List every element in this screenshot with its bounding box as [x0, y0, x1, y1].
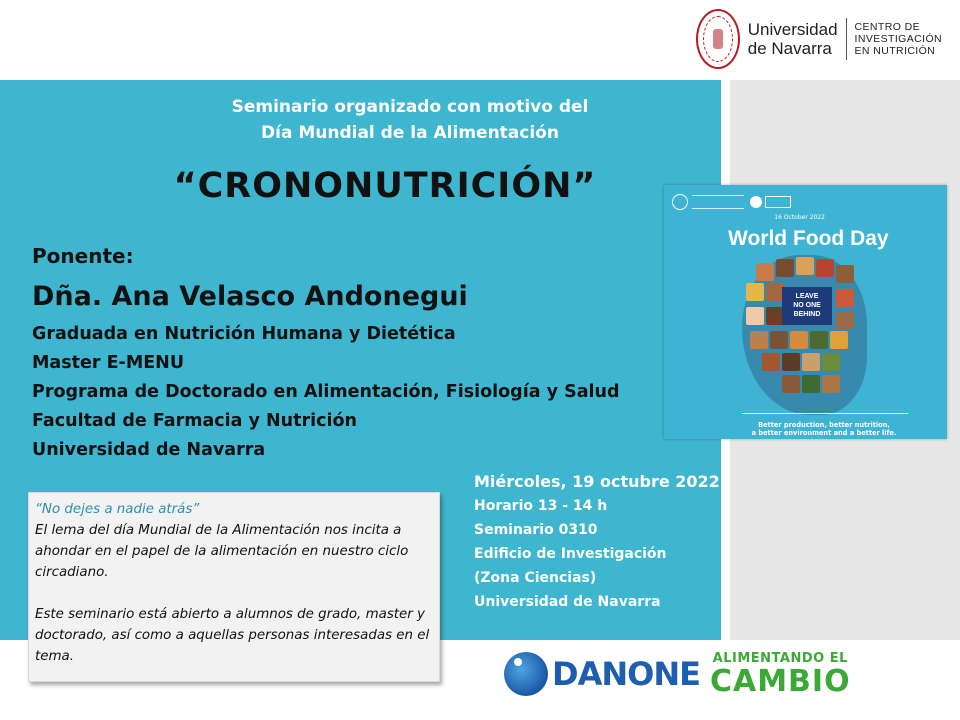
note-paragraph-2: Este seminario está abierto a alumnos de grado, master y doctorado, así como a aquellas personas interesadas en el tema. — [35, 607, 430, 664]
speaker-name: Dña. Ana Velasco Andonegui — [32, 281, 468, 312]
collage-tile — [816, 259, 834, 277]
badge-line3: BEHIND — [793, 311, 821, 318]
center-line2: INVESTIGACIÓN — [854, 33, 942, 45]
seminar-subtitle — [150, 94, 670, 146]
university-name — [748, 20, 838, 58]
collage-tile — [822, 375, 840, 393]
event-date: Miércoles, 19 octubre 2022 — [474, 472, 720, 491]
collage-tile — [770, 331, 788, 349]
center-line3: EN NUTRICIÓN — [854, 45, 936, 57]
event-building: Edificio de Investigación — [474, 546, 667, 562]
event-institution: Universidad de Navarra — [474, 594, 661, 610]
subtitle-line1: Seminario organizado con motivo del — [231, 97, 589, 117]
note-box — [28, 492, 440, 682]
collage-tile — [822, 353, 840, 371]
university-name-line1: Universidad — [747, 20, 838, 39]
credential-line: Graduada en Nutrición Humana y Dietética — [32, 324, 456, 344]
event-zone: (Zona Ciencias) — [474, 570, 597, 586]
poster-divider — [742, 413, 908, 414]
collage-tile — [746, 307, 764, 325]
credential-line: Programa de Doctorado en Alimentación, Fisiología y Salud — [32, 382, 620, 402]
collage-tile — [776, 259, 794, 277]
poster-logos — [672, 191, 802, 213]
note-motto: “No dejes a nadie atrás” — [35, 502, 200, 517]
sdg-logo-icon — [765, 196, 791, 208]
collage-tile — [762, 353, 780, 371]
poster-title: World Food Day — [728, 227, 889, 250]
university-logo — [696, 8, 942, 70]
collage-tile — [796, 257, 814, 275]
logo-divider — [846, 18, 847, 60]
collage-tile — [836, 311, 854, 329]
poster-tagline — [724, 421, 924, 437]
head-collage-illustration — [742, 255, 867, 415]
credential-line: Universidad de Navarra — [32, 440, 266, 460]
collage-tile — [782, 375, 800, 393]
collage-tile — [746, 283, 764, 301]
collage-tile — [810, 331, 828, 349]
world-food-day-poster — [664, 185, 947, 439]
collage-tile — [830, 331, 848, 349]
sponsor-slogan — [710, 651, 851, 698]
poster-date: 16 October 2022 — [774, 214, 825, 221]
collage-tile — [782, 353, 800, 371]
seminar-title: “CRONONUTRICIÓN” — [173, 166, 597, 206]
credential-line: Master E-MENU — [32, 353, 185, 373]
center-line1: CENTRO DE — [854, 21, 920, 33]
fao-text-icon — [692, 195, 744, 209]
speaker-credentials — [32, 320, 620, 465]
note-paragraph-1: El lema del día Mundial de la Alimentación nos incita a ahondar en el papel de la alimentación en nuestro ciclo circadiano. — [35, 523, 409, 580]
event-room: Seminario 0310 — [474, 522, 598, 538]
speaker-label: Ponente: — [32, 244, 134, 268]
collage-tile — [790, 331, 808, 349]
slogan-top: ALIMENTANDO EL — [712, 650, 848, 666]
collage-tile — [836, 265, 854, 283]
collage-tile — [836, 289, 854, 307]
research-center-name — [855, 21, 942, 57]
slogan-bottom: CAMBIO — [709, 663, 851, 699]
fao-logo-icon — [672, 194, 688, 210]
event-details — [474, 470, 720, 614]
collage-tile — [750, 331, 768, 349]
credential-line: Facultad de Farmacia y Nutrición — [32, 411, 357, 431]
collage-tile — [802, 375, 820, 393]
danone-wordmark: DANONE — [552, 655, 700, 693]
sponsor-logo — [504, 644, 851, 704]
event-time: Horario 13 - 14 h — [474, 498, 608, 514]
tagline-line1: Better production, better nutrition, — [758, 421, 890, 429]
header — [0, 0, 960, 80]
badge-line1: LEAVE — [795, 293, 819, 300]
university-name-line2: de Navarra — [747, 39, 832, 58]
un-emblem-icon — [750, 196, 762, 208]
badge-line2: NO ONE — [793, 302, 821, 309]
collage-tile — [756, 263, 774, 281]
leave-no-one-behind-badge — [782, 287, 832, 325]
danone-emblem-icon — [504, 652, 548, 696]
collage-tile — [802, 353, 820, 371]
tagline-line2: a better environment and a better life. — [751, 429, 897, 437]
university-seal-icon — [696, 9, 740, 69]
subtitle-line2: Día Mundial de la Alimentación — [261, 123, 559, 143]
